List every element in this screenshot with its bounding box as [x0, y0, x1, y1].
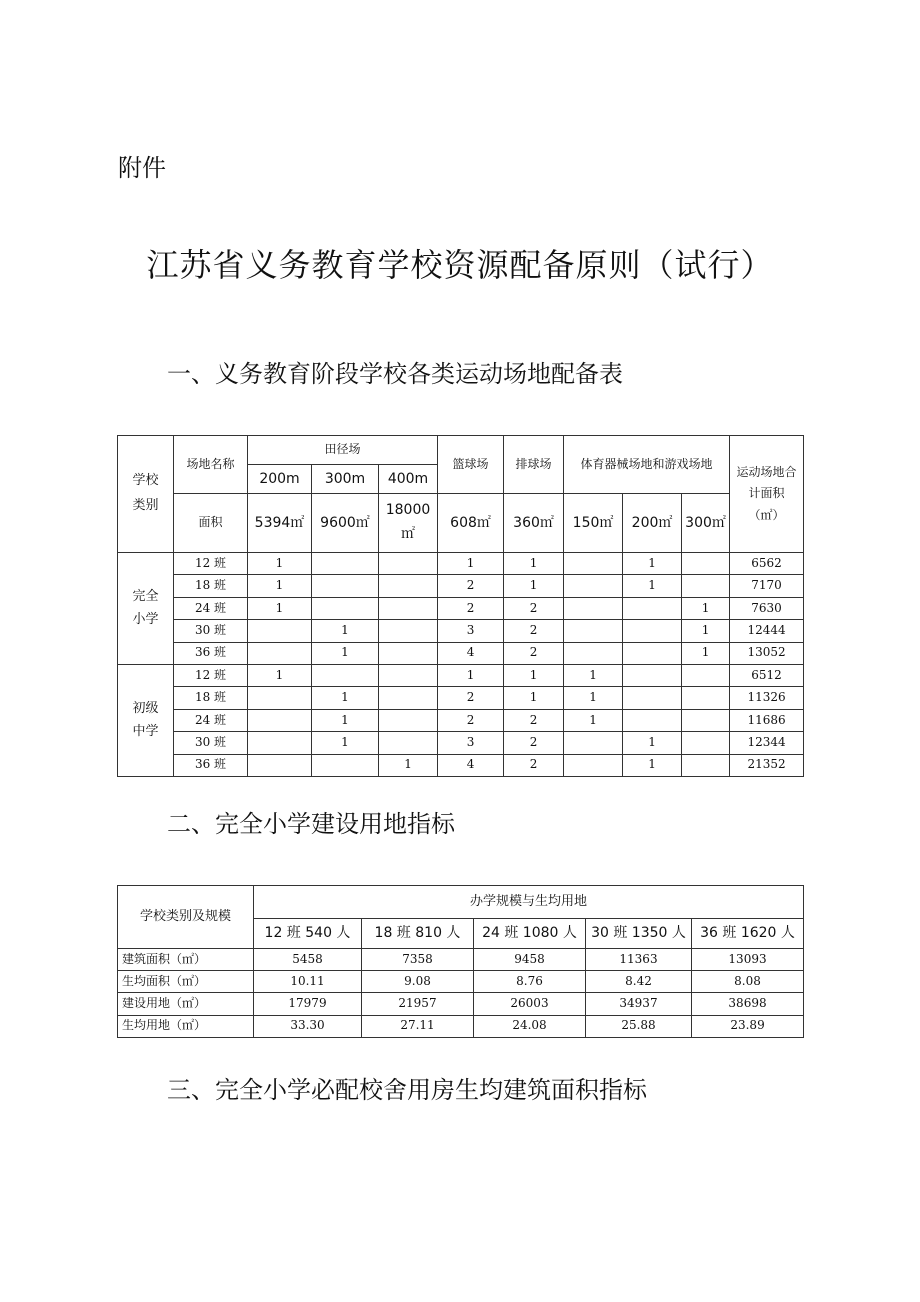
value-cell: 21957 [362, 993, 474, 1015]
track-400m-header: 400m [379, 465, 438, 494]
count-cell [564, 732, 623, 754]
venue-name-header: 场地名称 [174, 436, 248, 494]
size-header: 12 班 540 人 [254, 919, 362, 949]
count-cell: 2 [438, 575, 504, 597]
count-cell: 1 [564, 687, 623, 709]
class-scale-cell: 24 班 [174, 709, 248, 731]
track-200m-header: 200m [248, 465, 312, 494]
track-300m-header: 300m [312, 465, 379, 494]
count-cell [248, 732, 312, 754]
count-cell: 2 [504, 732, 564, 754]
table-row [118, 687, 804, 709]
count-cell [564, 575, 623, 597]
track-200m-area: 5394㎡ [248, 494, 312, 553]
value-cell: 38698 [692, 993, 804, 1015]
count-cell: 1 [564, 709, 623, 731]
class-scale-cell: 18 班 [174, 575, 248, 597]
value-cell: 17979 [254, 993, 362, 1015]
school-type-group-label: 初级中学 [118, 664, 174, 776]
count-cell [379, 664, 438, 686]
count-cell [623, 687, 682, 709]
annex-label: 附件 [118, 154, 166, 182]
count-cell: 1 [623, 575, 682, 597]
table-row [118, 597, 804, 619]
count-cell: 1 [312, 687, 379, 709]
count-cell: 4 [438, 754, 504, 776]
count-cell [312, 754, 379, 776]
count-cell [312, 664, 379, 686]
value-cell: 8.08 [692, 971, 804, 993]
school-type-group-label: 完全小学 [118, 553, 174, 665]
count-cell [564, 754, 623, 776]
total-area-header: 运动场地合计面积（㎡） [730, 436, 804, 553]
value-cell: 27.11 [362, 1015, 474, 1037]
count-cell: 1 [682, 597, 730, 619]
class-scale-cell: 18 班 [174, 687, 248, 709]
value-cell: 24.08 [474, 1015, 586, 1037]
basketball-area: 608㎡ [438, 494, 504, 553]
total-area-cell: 12444 [730, 620, 804, 642]
scale-land-header: 办学规模与生均用地 [254, 886, 804, 919]
track-300m-area: 9600㎡ [312, 494, 379, 553]
school-type-header: 学校类别 [118, 436, 174, 553]
count-cell: 1 [248, 597, 312, 619]
value-cell: 8.76 [474, 971, 586, 993]
count-cell [248, 642, 312, 664]
count-cell: 1 [248, 575, 312, 597]
class-scale-cell: 12 班 [174, 664, 248, 686]
count-cell: 1 [438, 664, 504, 686]
count-cell: 1 [682, 620, 730, 642]
count-cell [682, 575, 730, 597]
table-row [118, 971, 804, 993]
count-cell: 2 [504, 620, 564, 642]
table-row [118, 1015, 804, 1037]
count-cell [312, 553, 379, 575]
table-row [118, 732, 804, 754]
table-row [118, 553, 804, 575]
count-cell: 1 [504, 553, 564, 575]
row-label: 建筑面积（㎡） [118, 949, 254, 971]
count-cell: 1 [623, 732, 682, 754]
count-cell [379, 553, 438, 575]
count-cell [312, 597, 379, 619]
value-cell: 26003 [474, 993, 586, 1015]
table-row [118, 709, 804, 731]
table-row [118, 949, 804, 971]
total-area-cell: 11686 [730, 709, 804, 731]
row-label: 生均面积（㎡） [118, 971, 254, 993]
count-cell [248, 709, 312, 731]
count-cell [682, 553, 730, 575]
count-cell [379, 642, 438, 664]
section1-heading: 一、义务教育阶段学校各类运动场地配备表 [167, 360, 623, 388]
count-cell [564, 620, 623, 642]
row-label: 建设用地（㎡） [118, 993, 254, 1015]
count-cell [379, 597, 438, 619]
row-label: 生均用地（㎡） [118, 1015, 254, 1037]
table-row [118, 664, 804, 686]
count-cell [623, 709, 682, 731]
table-row [118, 993, 804, 1015]
equipment-header: 体育器械场地和游戏场地 [564, 436, 730, 494]
count-cell: 1 [504, 575, 564, 597]
total-area-cell: 7170 [730, 575, 804, 597]
count-cell [564, 553, 623, 575]
count-cell: 3 [438, 732, 504, 754]
equipment-300-area: 300㎡ [682, 494, 730, 553]
equipment-150-area: 150㎡ [564, 494, 623, 553]
total-area-cell: 6562 [730, 553, 804, 575]
count-cell [623, 664, 682, 686]
count-cell [379, 620, 438, 642]
class-scale-cell: 24 班 [174, 597, 248, 619]
count-cell [682, 664, 730, 686]
count-cell: 1 [248, 664, 312, 686]
count-cell [682, 709, 730, 731]
count-cell: 1 [438, 553, 504, 575]
count-cell [623, 597, 682, 619]
count-cell [623, 642, 682, 664]
total-area-cell: 13052 [730, 642, 804, 664]
count-cell [682, 687, 730, 709]
count-cell: 1 [623, 754, 682, 776]
count-cell [682, 732, 730, 754]
count-cell [248, 620, 312, 642]
count-cell: 1 [682, 642, 730, 664]
count-cell: 1 [312, 642, 379, 664]
section3-heading: 三、完全小学必配校舍用房生均建筑面积指标 [167, 1076, 647, 1104]
count-cell: 2 [504, 754, 564, 776]
basketball-header: 篮球场 [438, 436, 504, 494]
count-cell: 1 [312, 732, 379, 754]
total-area-cell: 7630 [730, 597, 804, 619]
count-cell: 1 [504, 687, 564, 709]
count-cell: 2 [504, 642, 564, 664]
size-header: 30 班 1350 人 [586, 919, 692, 949]
count-cell: 1 [623, 553, 682, 575]
land-index-table [117, 885, 804, 1038]
count-cell [564, 642, 623, 664]
value-cell: 5458 [254, 949, 362, 971]
count-cell: 4 [438, 642, 504, 664]
track-400m-area: 18000㎡ [379, 494, 438, 553]
value-cell: 33.30 [254, 1015, 362, 1037]
class-scale-cell: 36 班 [174, 754, 248, 776]
count-cell: 1 [379, 754, 438, 776]
volleyball-area: 360㎡ [504, 494, 564, 553]
value-cell: 8.42 [586, 971, 692, 993]
total-area-cell: 6512 [730, 664, 804, 686]
section2-heading: 二、完全小学建设用地指标 [167, 810, 455, 838]
count-cell [248, 754, 312, 776]
value-cell: 9458 [474, 949, 586, 971]
value-cell: 23.89 [692, 1015, 804, 1037]
count-cell: 2 [438, 687, 504, 709]
count-cell [379, 732, 438, 754]
value-cell: 7358 [362, 949, 474, 971]
equipment-200-area: 200㎡ [623, 494, 682, 553]
total-area-cell: 12344 [730, 732, 804, 754]
value-cell: 9.08 [362, 971, 474, 993]
count-cell: 1 [312, 709, 379, 731]
school-type-scale-header: 学校类别及规模 [118, 886, 254, 949]
count-cell: 2 [504, 597, 564, 619]
class-scale-cell: 30 班 [174, 620, 248, 642]
count-cell: 2 [438, 597, 504, 619]
document-title: 江苏省义务教育学校资源配备原则（试行） [146, 246, 774, 284]
table-row [118, 575, 804, 597]
count-cell: 1 [312, 620, 379, 642]
count-cell [379, 687, 438, 709]
track-header: 田径场 [248, 436, 438, 465]
count-cell [248, 687, 312, 709]
count-cell: 2 [438, 709, 504, 731]
count-cell [682, 754, 730, 776]
count-cell: 2 [504, 709, 564, 731]
size-header: 36 班 1620 人 [692, 919, 804, 949]
count-cell [623, 620, 682, 642]
count-cell: 1 [564, 664, 623, 686]
table-row [118, 620, 804, 642]
count-cell [312, 575, 379, 597]
count-cell: 1 [248, 553, 312, 575]
count-cell [564, 597, 623, 619]
value-cell: 10.11 [254, 971, 362, 993]
table-row [118, 754, 804, 776]
class-scale-cell: 36 班 [174, 642, 248, 664]
sports-venue-table [117, 435, 804, 777]
size-header: 18 班 810 人 [362, 919, 474, 949]
area-header: 面积 [174, 494, 248, 553]
size-header: 24 班 1080 人 [474, 919, 586, 949]
table-row [118, 642, 804, 664]
count-cell: 3 [438, 620, 504, 642]
value-cell: 13093 [692, 949, 804, 971]
class-scale-cell: 30 班 [174, 732, 248, 754]
count-cell [379, 575, 438, 597]
value-cell: 25.88 [586, 1015, 692, 1037]
total-area-cell: 11326 [730, 687, 804, 709]
class-scale-cell: 12 班 [174, 553, 248, 575]
count-cell: 1 [504, 664, 564, 686]
value-cell: 11363 [586, 949, 692, 971]
count-cell [379, 709, 438, 731]
value-cell: 34937 [586, 993, 692, 1015]
volleyball-header: 排球场 [504, 436, 564, 494]
total-area-cell: 21352 [730, 754, 804, 776]
